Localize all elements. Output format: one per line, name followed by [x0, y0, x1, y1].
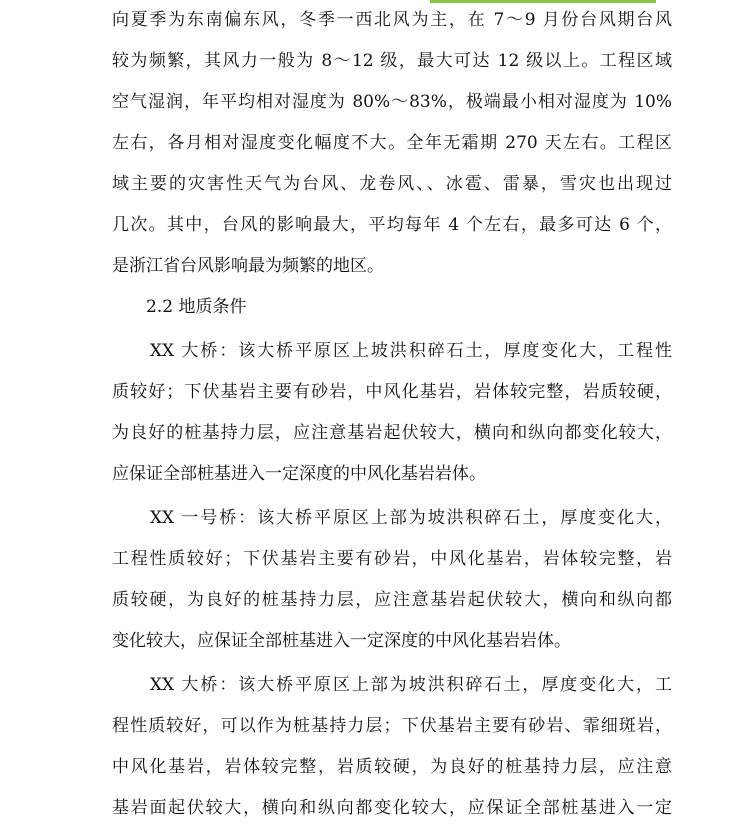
climate-text-line: 较为频繁，其风力一般为 8～12 级，最大可达 12 级以上。工程区域	[112, 51, 672, 71]
bridge-one-paragraph-line: 质较硬，为良好的桩基持力层，应注意基岩起伏较大，横向和纵向都	[112, 590, 672, 610]
bridge-one-paragraph-line: 工程性质较好；下伏基岩主要有砂岩，中风化基岩，岩体较完整，岩	[112, 549, 672, 569]
bridge-paragraph-line: 应保证全部桩基进入一定深度的中风化基岩岩体。	[112, 464, 486, 484]
bridge-paragraph-line: XX 大桥：该大桥平原区上坡洪积碎石土，厚度变化大，工程性	[112, 341, 672, 361]
bridge-one-paragraph-line: XX 一号桥：该大桥平原区上部为坡洪积碎石土，厚度变化大，	[112, 508, 672, 528]
climate-text-line: 几次。其中，台风的影响最大，平均每年 4 个左右，最多可达 6 个，	[112, 215, 672, 235]
climate-text-line: 空气湿润，年平均相对湿度为 80%～83%，极端最小相对湿度为 10%	[112, 92, 672, 112]
bridge-paragraph-line: 中风化基岩，岩体较完整，岩质较硬，为良好的桩基持力层，应注意	[112, 757, 672, 777]
section-heading-geology: 2.2 地质条件	[112, 297, 247, 317]
climate-text-line: 左右，各月相对湿度变化幅度不大。全年无霜期 270 天左右。工程区	[112, 133, 672, 153]
bridge-paragraph-line: XX 大桥：该大桥平原区上部为坡洪积碎石土，厚度变化大，工	[112, 675, 672, 695]
bridge-paragraph-line: 程性质较好，可以作为桩基持力层；下伏基岩主要有砂岩、霏细斑岩，	[112, 716, 672, 736]
climate-text-line: 向夏季为东南偏东风，冬季一西北风为主，在 7～9 月份台风期台风	[112, 10, 672, 30]
bridge-paragraph-line: 基岩面起伏较大，横向和纵向都变化较大，应保证全部桩基进入一定	[112, 798, 672, 818]
climate-text-line: 域主要的灾害性天气为台风、龙卷风、、冰雹、雷暴，雪灾也出现过	[112, 174, 672, 194]
bridge-paragraph-line: 为良好的桩基持力层，应注意基岩起伏较大，横向和纵向都变化较大，	[112, 423, 672, 443]
climate-text-line: 是浙江省台风影响最为频繁的地区。	[112, 256, 384, 276]
bridge-paragraph-line: 质较好；下伏基岩主要有砂岩，中风化基岩，岩体较完整，岩质较硬，	[112, 382, 672, 402]
bridge-one-paragraph-line: 变化较大，应保证全部桩基进入一定深度的中风化基岩岩体。	[112, 631, 571, 651]
